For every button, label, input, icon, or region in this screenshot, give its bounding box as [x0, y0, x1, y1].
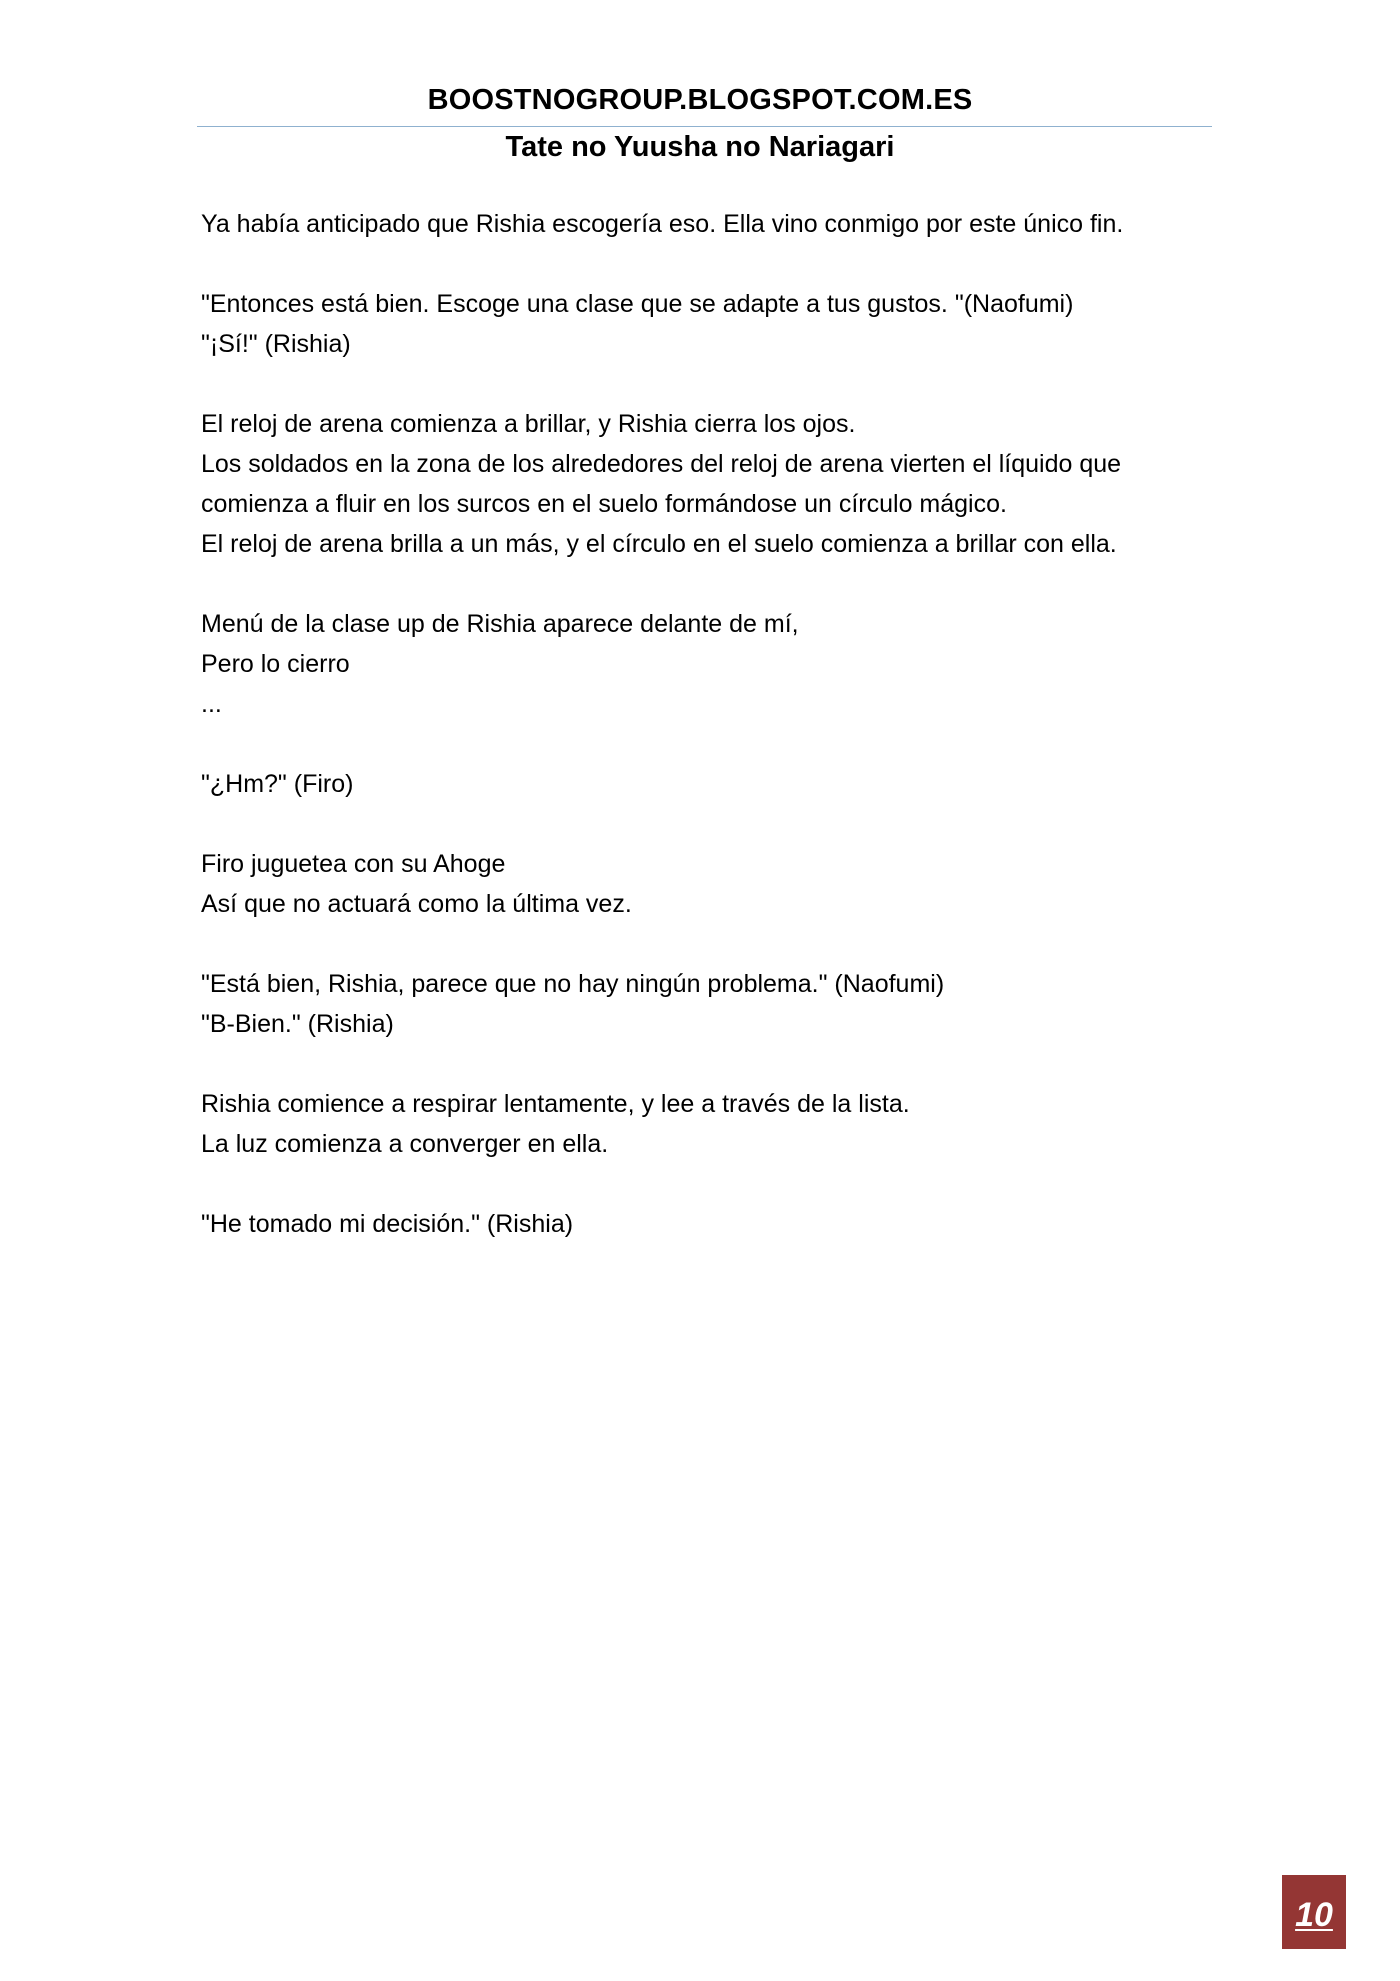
header-divider [197, 126, 1212, 127]
text-line: El reloj de arena comienza a brillar, y Rishia cierra los ojos. [201, 410, 856, 438]
header-book-title: Tate no Yuusha no Nariagari [505, 131, 895, 163]
text-line: La luz comienza a converger en ella. [201, 1130, 609, 1158]
paragraph [201, 284, 1211, 364]
page-number: 10 [1295, 1896, 1333, 1934]
paragraph [201, 204, 1211, 244]
text-line: "B-Bien." (Rishia) [201, 1010, 394, 1038]
text-line: "¡Sí!" (Rishia) [201, 330, 351, 358]
text-line: Ya había anticipado que Rishia escogería eso. Ella vino conmigo por este único fin. [201, 210, 1124, 238]
text-line: Así que no actuará como la última vez. [201, 890, 632, 918]
paragraph [201, 604, 1211, 724]
paragraph [201, 404, 1211, 564]
paragraph [201, 1084, 1211, 1164]
text-line: "¿Hm?" (Firo) [201, 770, 354, 798]
text-line: "Está bien, Rishia, parece que no hay ningún problema." (Naofumi) [201, 970, 945, 998]
header-site-name: BOOSTNOGROUP.BLOGSPOT.COM.ES [427, 84, 973, 116]
text-line: ... [201, 690, 222, 718]
paragraph [201, 844, 1211, 924]
text-line: Firo juguetea con su Ahoge [201, 850, 506, 878]
paragraph [201, 764, 1211, 804]
text-line: comienza a fluir en los surcos en el suelo formándose un círculo mágico. [201, 490, 1007, 518]
text-line: Los soldados en la zona de los alrededores del reloj de arena vierten el líquido que [201, 450, 1122, 478]
page-number-badge [1282, 1875, 1346, 1949]
text-line: Menú de la clase up de Rishia aparece delante de mí, [201, 610, 799, 638]
paragraph [201, 964, 1211, 1044]
text-line: El reloj de arena brilla a un más, y el círculo en el suelo comienza a brillar con ella. [201, 530, 1117, 558]
text-line: "Entonces está bien. Escoge una clase que se adapte a tus gustos. "(Naofumi) [201, 290, 1074, 318]
body-text [201, 204, 1211, 1284]
text-line: "He tomado mi decisión." (Rishia) [201, 1210, 574, 1238]
paragraph [201, 1204, 1211, 1244]
text-line: Pero lo cierro [201, 650, 350, 678]
text-line: Rishia comience a respirar lentamente, y lee a través de la lista. [201, 1090, 910, 1118]
